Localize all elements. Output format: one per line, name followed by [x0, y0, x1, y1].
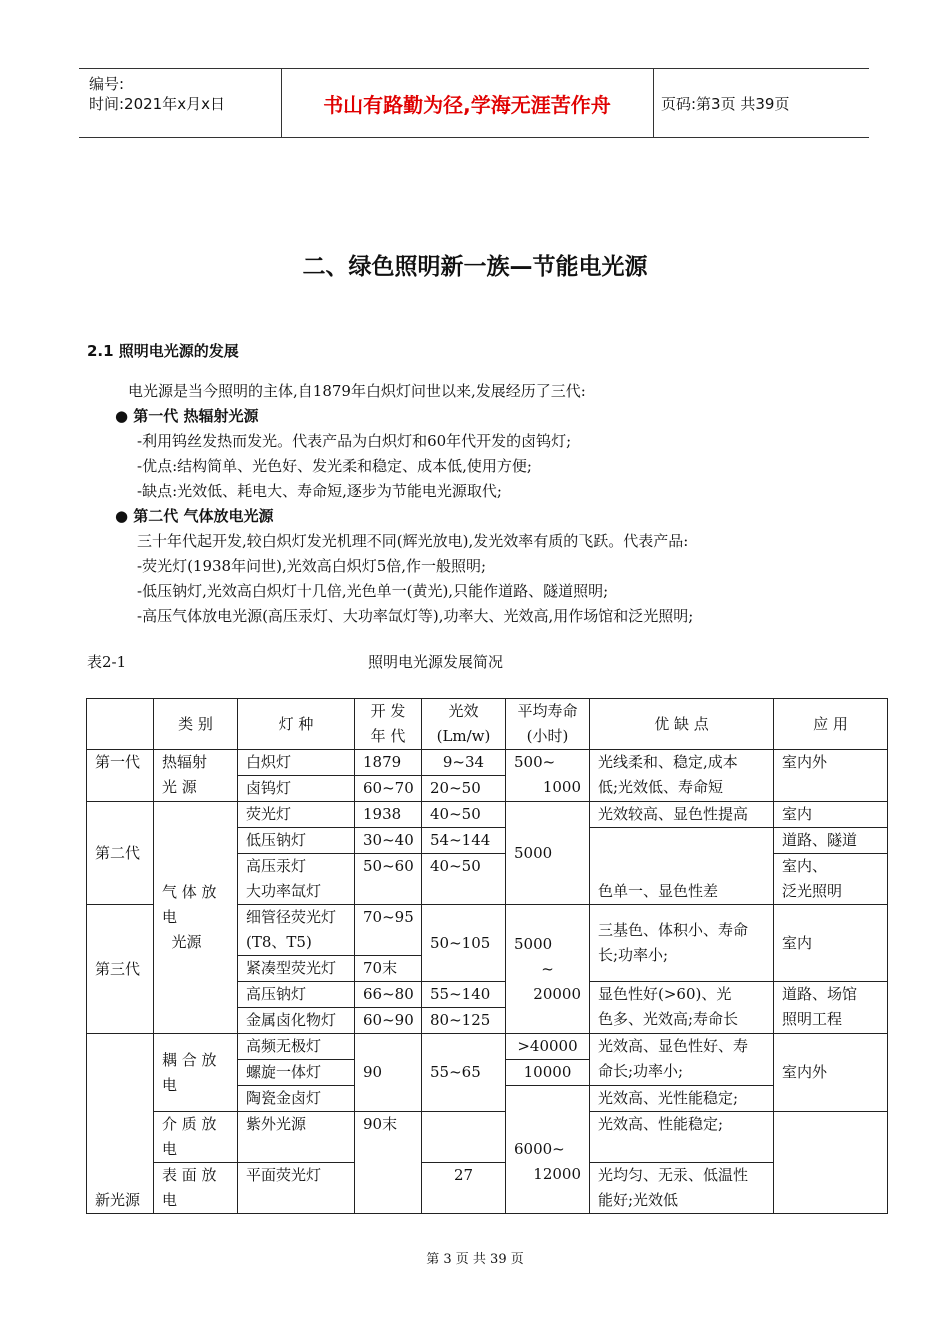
app-cell: 道路、隧道 [774, 828, 888, 854]
gen2-heading: ● 第二代 气体放电光源 [115, 507, 274, 525]
header-page-info: 页码:第3页 共39页 [661, 95, 790, 113]
efficacy-cell: 40~50 [422, 854, 506, 905]
lamp-cell: 高频无极灯 [238, 1034, 355, 1060]
header-meta [79, 69, 282, 137]
year-cell: 30~40 [355, 828, 422, 854]
gen2-line: -荧光灯(1938年问世),光效高白炽灯5倍,作一般照明; [137, 557, 487, 575]
gen2-line: -高压气体放电光源(高压汞灯、大功率氙灯等),功率大、光效高,用作场馆和泛光照明; [137, 607, 694, 625]
gen3-label: 第三代 [87, 905, 154, 1034]
lamp-cell: 低压钠灯 [238, 828, 355, 854]
table-row [87, 802, 888, 828]
header-motto: 书山有路勤为径,学海无涯苦作舟 [281, 69, 654, 137]
efficacy-cell: 54~144 [422, 828, 506, 854]
life-cell: 10000 [506, 1060, 590, 1086]
dielectric-category: 介 质 放 电 [154, 1112, 238, 1163]
gen1-category: 热辐射 光 源 [154, 750, 238, 802]
year-cell: 70末 [355, 956, 422, 982]
intro-text: 电光源是当今照明的主体,自1879年白炽灯问世以来,发展经历了三代: [128, 382, 586, 400]
gen1-application: 室内外 [774, 750, 888, 802]
coupled-discharge-category: 耦 合 放 电 [154, 1034, 238, 1112]
lamp-cell: 高压钠灯 [238, 982, 355, 1008]
pros-cell: 光效较高、显色性提高 [590, 802, 774, 828]
efficacy-cell: 20~50 [422, 776, 506, 802]
page-footer: 第 3 页 共 39 页 [426, 1252, 524, 1267]
header-life: 平均寿命 (小时) [506, 699, 590, 750]
header-category: 类 别 [154, 699, 238, 750]
gen1-life: 500~ 1000 [506, 750, 590, 802]
year-cell: 70~95 [355, 905, 422, 956]
table-title: 照明电光源发展简况 [368, 653, 504, 671]
lamp-cell: 陶瓷金卤灯 [238, 1086, 355, 1112]
lamp-cell: 白炽灯 [238, 750, 355, 776]
header-efficacy: 光效 (Lm/w) [422, 699, 506, 750]
efficacy-cell: 9~34 [422, 750, 506, 776]
year-cell: 50~60 [355, 854, 422, 905]
surface-category: 表 面 放 电 [154, 1163, 238, 1214]
gen2-life: 5000 [506, 802, 590, 905]
page-title: 二、绿色照明新一族—节能电光源 [302, 254, 648, 280]
pros-cell: 色单一、显色性差 [590, 828, 774, 905]
efficacy-cell: 80~125 [422, 1008, 506, 1034]
lamp-cell: 荧光灯 [238, 802, 355, 828]
gen1-line: -优点:结构简单、光色好、发光柔和稳定、成本低,使用方便; [137, 457, 532, 475]
gen2-line: 三十年代起开发,较白炽灯发光机理不同(辉光放电),发光效率有质的飞跃。代表产品: [137, 532, 689, 550]
efficacy-cell: 40~50 [422, 802, 506, 828]
lamp-cell: 平面荧光灯 [238, 1163, 355, 1214]
year-cell: 1879 [355, 750, 422, 776]
table-row [87, 1112, 888, 1163]
table-row [87, 1034, 888, 1060]
gen1-pros: 光线柔和、稳定,成本 低;光效低、寿命短 [590, 750, 774, 802]
table-row [87, 750, 888, 776]
lamp-cell: 紧凑型荧光灯 [238, 956, 355, 982]
newgen-label: 新光源 [87, 1034, 154, 1214]
year-cell: 90 [355, 1034, 422, 1112]
pros-cell: 光效高、性能稳定; [590, 1112, 774, 1163]
header-pros-cons: 优 缺 点 [590, 699, 774, 750]
table-row [87, 1163, 888, 1214]
newgen-life: 6000~ 12000 [506, 1112, 590, 1214]
pros-cell: 光效高、显色性好、寿 命长;功率小; [590, 1034, 774, 1086]
gas-discharge-category: 气 体 放 电 光源 [154, 802, 238, 1034]
gen1-heading: ● 第一代 热辐射光源 [115, 407, 259, 425]
gen2-line: -低压钠灯,光效高白炽灯十几倍,光色单一(黄光),只能作道路、隧道照明; [137, 582, 609, 600]
header-lamp: 灯 种 [238, 699, 355, 750]
pros-cell: 显色性好(>60)、光 色多、光效高;寿命长 [590, 982, 774, 1034]
gen1-label: 第一代 [87, 750, 154, 802]
app-cell: 道路、场馆 照明工程 [774, 982, 888, 1034]
time-label: 时间:2021年x月x日 [89, 95, 225, 113]
app-cell: 室内外 [774, 1034, 888, 1112]
pros-cell: 光效高、光性能稳定; [590, 1086, 774, 1112]
header-application: 应 用 [774, 699, 888, 750]
number-label: 编号: [89, 75, 125, 93]
lamp-cell: 高压汞灯 大功率氙灯 [238, 854, 355, 905]
pros-cell: 三基色、体积小、寿命 长;功率小; [590, 905, 774, 982]
gen1-line: -缺点:光效低、耗电大、寿命短,逐步为节能电光源取代; [137, 482, 502, 500]
pros-cell: 光均匀、无汞、低温性 能好;光效低 [590, 1163, 774, 1214]
app-cell: 室内、 泛光照明 [774, 854, 888, 905]
year-cell: 1938 [355, 802, 422, 828]
table-header-row [87, 699, 888, 750]
header-year: 开 发 年 代 [355, 699, 422, 750]
year-cell: 66~80 [355, 982, 422, 1008]
gen1-line: -利用钨丝发热而发光。代表产品为白炽灯和60年代开发的卤钨灯; [137, 432, 572, 450]
life-cell: >40000 [506, 1034, 590, 1060]
gen3-life: 5000 ~ 20000 [506, 905, 590, 1034]
light-source-table [86, 698, 888, 1214]
table-number: 表2-1 [87, 653, 127, 671]
year-cell: 60~70 [355, 776, 422, 802]
app-cell: 室内 [774, 802, 888, 828]
lamp-cell: 细管径荧光灯 (T8、T5) [238, 905, 355, 956]
section-heading: 2.1 照明电光源的发展 [87, 342, 239, 360]
lamp-cell: 金属卤化物灯 [238, 1008, 355, 1034]
efficacy-cell: 50~105 [422, 905, 506, 982]
app-cell: 室内 [774, 905, 888, 982]
efficacy-cell: 55~65 [422, 1034, 506, 1112]
year-cell: 60~90 [355, 1008, 422, 1034]
lamp-cell: 卤钨灯 [238, 776, 355, 802]
year-cell: 90末 [355, 1112, 422, 1214]
lamp-cell: 紫外光源 [238, 1112, 355, 1163]
efficacy-cell: 27 [422, 1163, 506, 1214]
lamp-cell: 螺旋一体灯 [238, 1060, 355, 1086]
gen2-label: 第二代 [87, 802, 154, 905]
efficacy-cell: 55~140 [422, 982, 506, 1008]
page-header [79, 68, 869, 138]
